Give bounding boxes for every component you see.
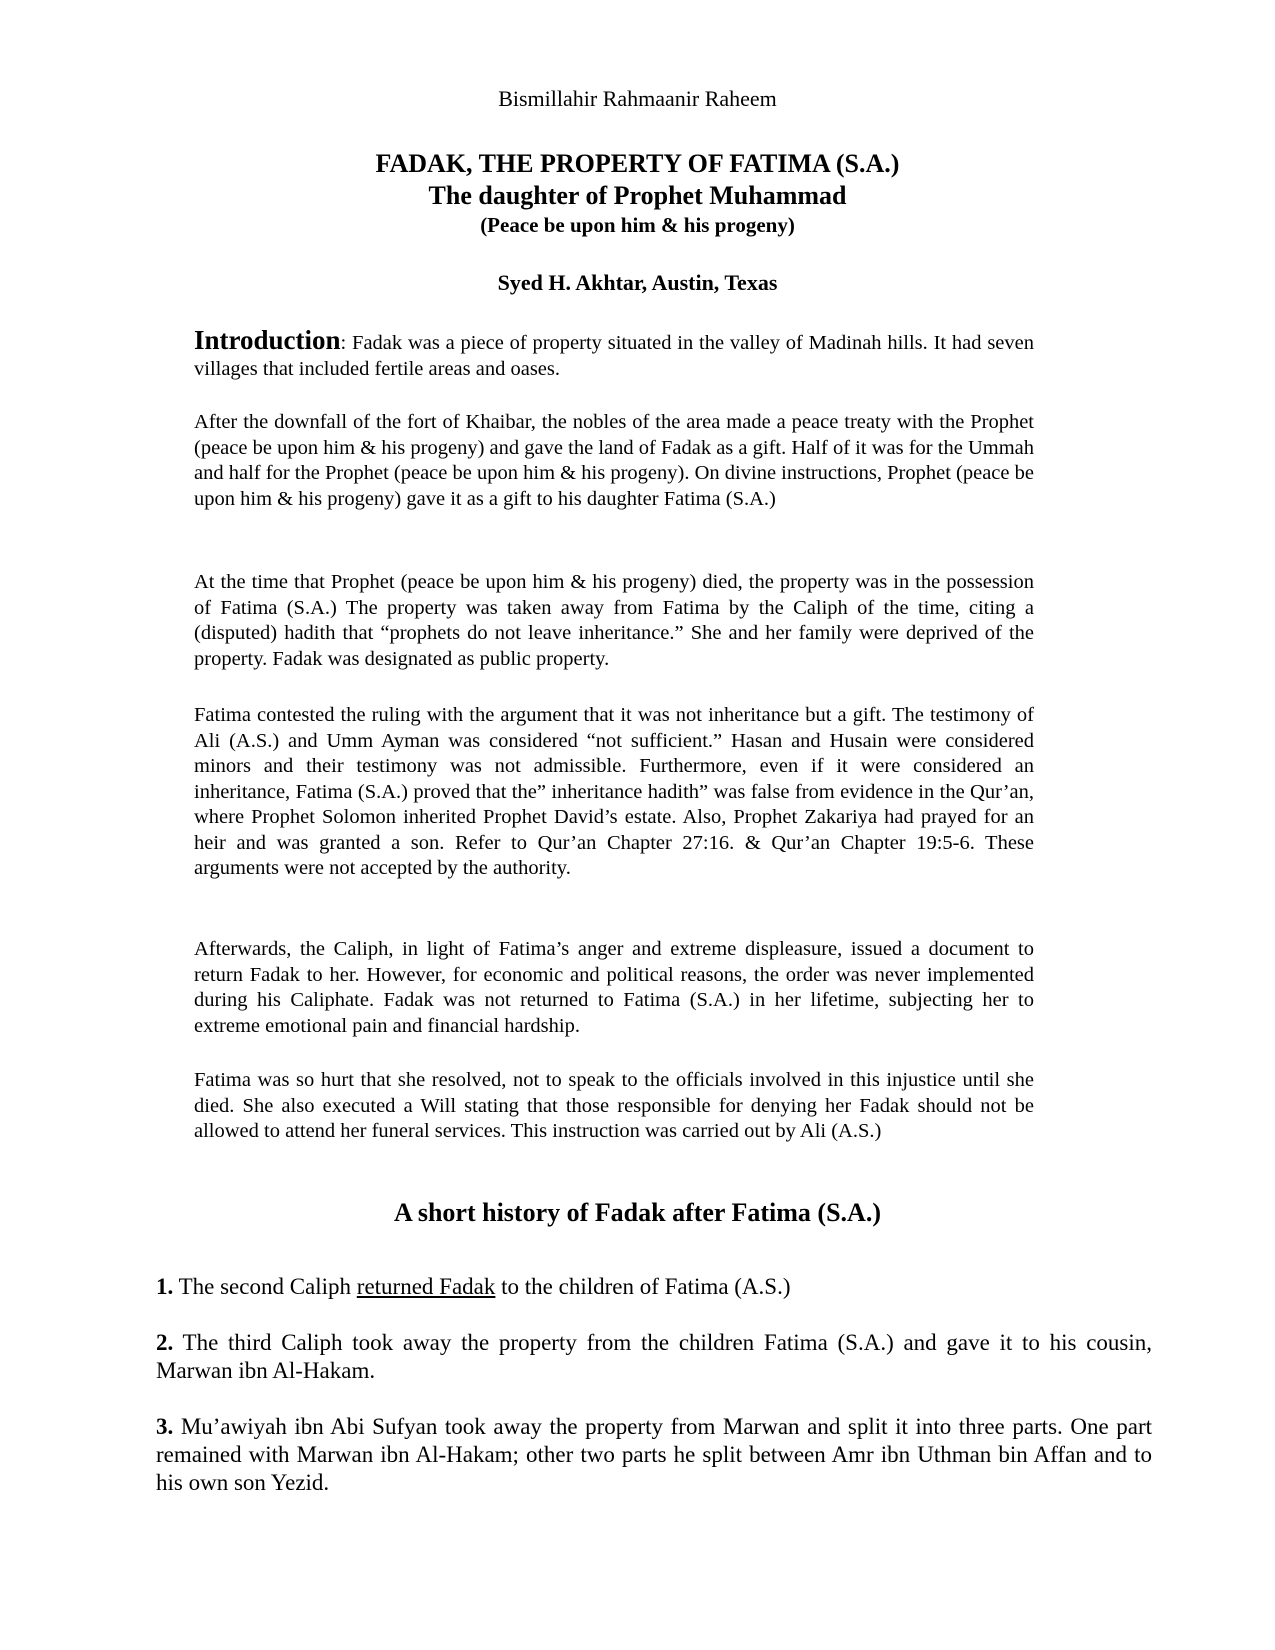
intro-text: Fadak was a piece of property situated in the valley of Madinah hills. It had seven villages that included fertile areas and oases. xyxy=(194,332,1034,380)
history-item-number: 3. xyxy=(156,1414,174,1439)
document-title xyxy=(0,148,1275,238)
history-item-2 xyxy=(156,1329,1152,1385)
title-subtitle: The daughter of Prophet Muhammad xyxy=(428,181,847,210)
intro-paragraph xyxy=(194,325,1034,382)
history-item-text: to the children of Fatima (A.S.) xyxy=(495,1274,791,1299)
history-item-number: 2. xyxy=(156,1330,174,1355)
intro-colon: : xyxy=(340,332,347,354)
history-item-text: The second Caliph xyxy=(173,1274,357,1299)
paragraph-contest: Fatima contested the ruling with the argument that it was not inheritance but a gift. The testimony of Ali (A.S.) and Umm Ayman was considered “not sufficient.” Hasan and Husain were considered minors and their testimony was not admissible. Furthermore, even if it were considered an inheritance, Fatima (S.A.) proved that the” inheritance hadith” was false from evidence in the Qur’an, where Prophet Solomon inherited Prophet David’s estate. Also, Prophet Zakariya had prayed for an heir and was granted a son. Refer to Qur’an Chapter 27:16. & Qur’an Chapter 19:5-6. These arguments were not accepted by the authority. xyxy=(194,704,1034,879)
title-main: FADAK, THE PROPERTY OF FATIMA (S.A.) xyxy=(375,149,900,178)
history-item-text: The third Caliph took away the property from the children Fatima (S.A.) and gave it to his cousin, Marwan ibn Al-Hakam. xyxy=(156,1330,1152,1383)
paragraph-khaibar: After the downfall of the fort of Khaibar, the nobles of the area made a peace treaty with the Prophet (peace be upon him & his progeny) and gave the land of Fadak as a gift. Half of it was for the Ummah and half for the Prophet (peace be upon him & his progeny). On divine instructions, Prophet (peace be upon him & his progeny) gave it as a gift to his daughter Fatima (S.A.) xyxy=(194,411,1034,510)
history-item-1 xyxy=(156,1273,1152,1301)
bismillah-line: Bismillahir Rahmaanir Raheem xyxy=(498,86,777,111)
history-item-underlined: returned Fadak xyxy=(356,1274,496,1299)
paragraph-will: Fatima was so hurt that she resolved, not to speak to the officials involved in this injustice until she died. She also executed a Will stating that those responsible for denying her Fadak should not be allowed to attend her funeral services. This instruction was carried out by Ali (A.S.) xyxy=(194,1069,1034,1142)
history-item-number: 1. xyxy=(156,1274,174,1299)
history-item-3 xyxy=(156,1413,1152,1497)
author-line: Syed H. Akhtar, Austin, Texas xyxy=(497,270,778,295)
title-blessing: (Peace be upon him & his progeny) xyxy=(480,213,795,237)
paragraph-prophet-death: At the time that Prophet (peace be upon him & his progeny) died, the property was in the possession of Fatima (S.A.) The property was taken away from Fatima by the Caliph of the time, citing a (disputed) hadith that “prophets do not leave inheritance.” She and her family were deprived of the property. Fadak was designated as public property. xyxy=(194,571,1034,670)
history-heading: A short history of Fadak after Fatima (S.A.) xyxy=(394,1198,881,1227)
history-item-text: Mu’awiyah ibn Abi Sufyan took away the property from Marwan and split it into three parts. One part remained with Marwan ibn Al-Hakam; other two parts he split between Amr ibn Uthman bin Affan and to his own son Yezid. xyxy=(156,1414,1152,1495)
intro-heading: Introduction xyxy=(194,325,341,355)
paragraph-afterwards: Afterwards, the Caliph, in light of Fatima’s anger and extreme displeasure, issued a document to return Fadak to her. However, for economic and political reasons, the order was never implemented during his Caliphate. Fadak was not returned to Fatima (S.A.) in her lifetime, subjecting her to extreme emotional pain and financial hardship. xyxy=(194,938,1034,1037)
